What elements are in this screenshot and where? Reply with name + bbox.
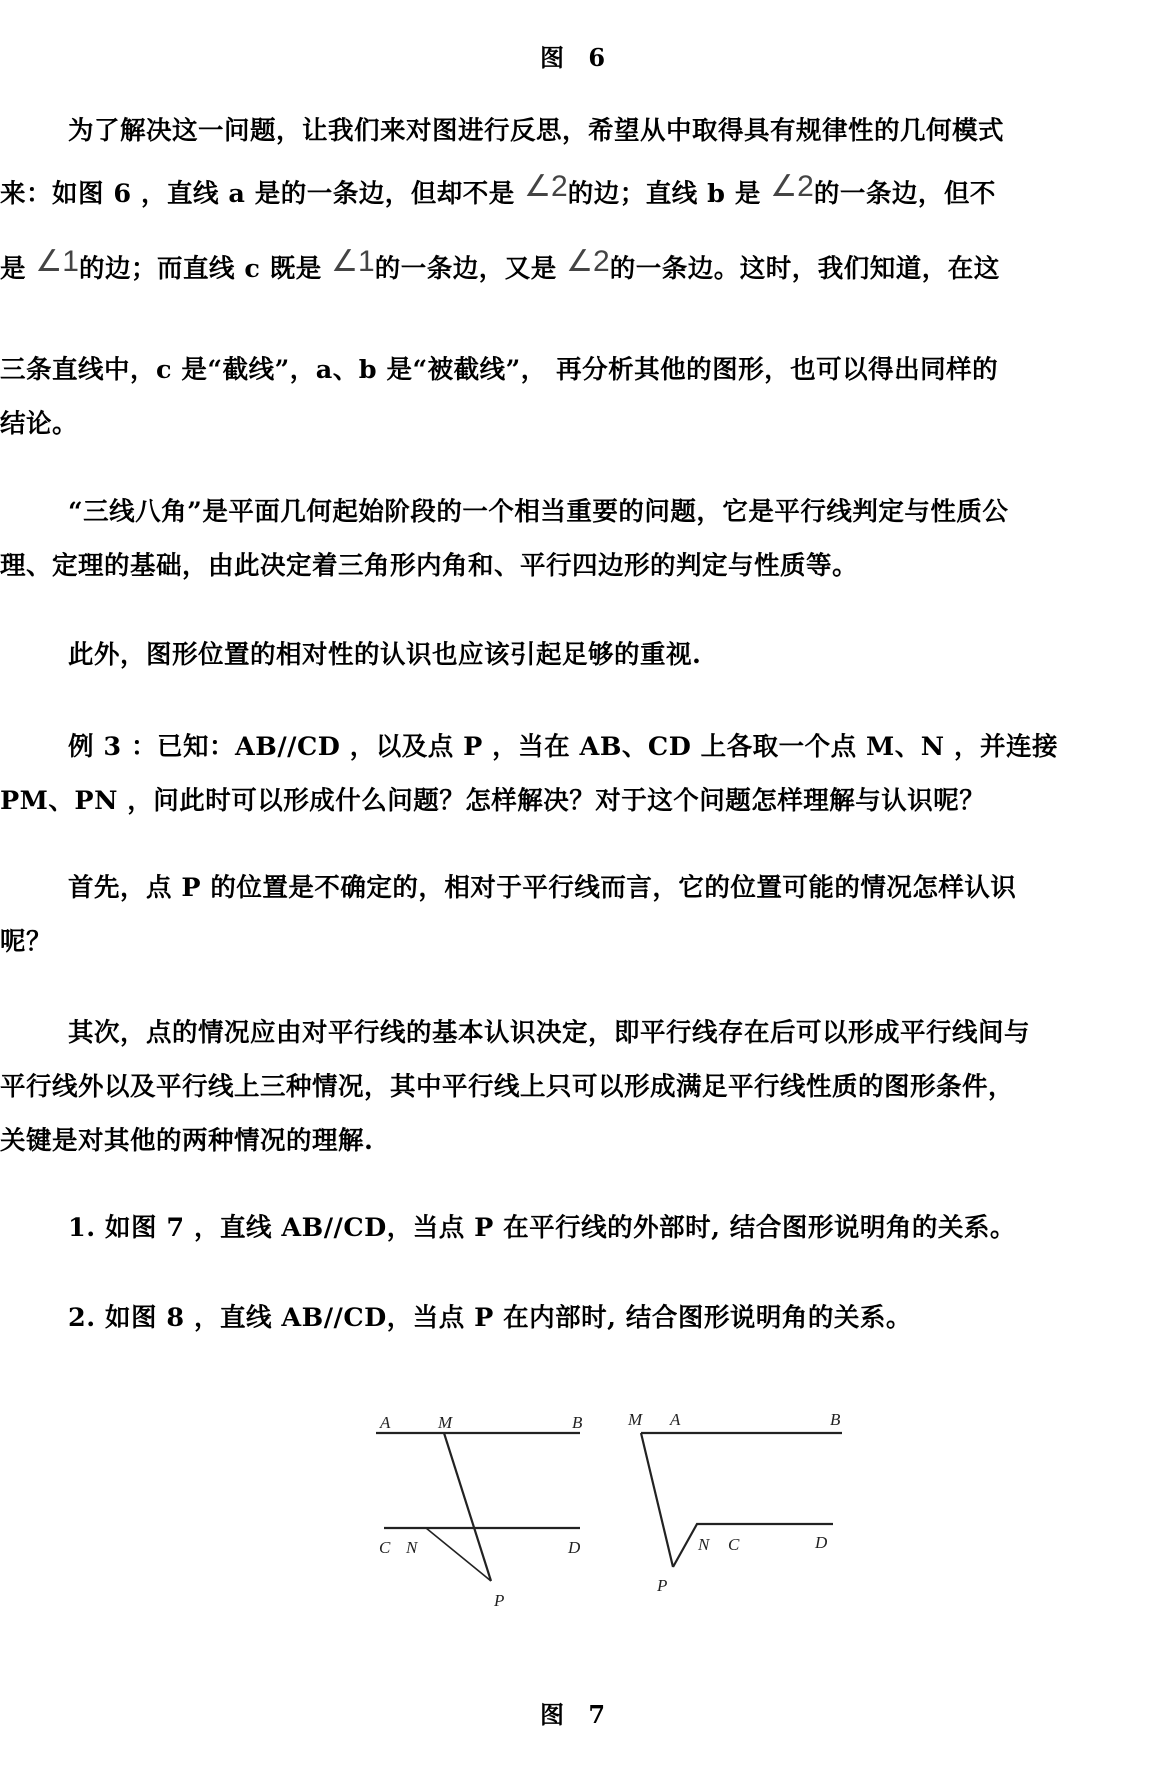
paragraph-2-line-2: 理、定理的基础，由此决定着三角形内角和、平行四边形的判定与性质等。: [0, 551, 859, 581]
segment-mp: [444, 1433, 491, 1581]
paragraph-5-line-2: 呢？: [0, 927, 53, 957]
left-diagram-labels: [379, 1413, 583, 1610]
text-span: 是: [0, 254, 36, 284]
paragraph-8-line-1: 2. 如图 8 ，直线 AB//CD，当点 P 在内部时, 结合图形说明角的关系。: [68, 1303, 912, 1333]
paragraph-4-line-2: PM、PN ，问此时可以形成什么问题？怎样解决？对于这个问题怎样理解与认识呢？: [0, 786, 986, 816]
label-p: P: [657, 1576, 668, 1595]
label-p: P: [494, 1591, 505, 1610]
angle-2-symbol: ∠2: [524, 170, 568, 203]
figure-caption-6: 图 6: [539, 43, 614, 72]
label-a: A: [380, 1413, 391, 1432]
angle-2-symbol: ∠2: [770, 170, 814, 203]
angle-1-symbol: ∠1: [35, 245, 79, 278]
paragraph-1-line-1: 为了解决这一问题，让我们来对图进行反思，希望从中取得具有规律性的几何模式: [68, 116, 1005, 146]
angle-2-symbol: ∠2: [566, 245, 610, 278]
segment-pn-line-cd: [673, 1524, 833, 1567]
right-diagram-labels: [627, 1410, 841, 1595]
text-span: 的一条边。这时，我们知道，在这: [609, 254, 1000, 284]
label-m: M: [628, 1410, 643, 1429]
text-span: 的一条边，但不: [813, 179, 996, 209]
text-span: 的一条边，又是: [374, 254, 567, 284]
text-span: 来：如图 6 ，直线 a 是的一条边，但却不是: [0, 179, 525, 209]
segment-mp: [641, 1433, 673, 1567]
paragraph-5-line-1: 首先，点 P 的位置是不确定的，相对于平行线而言，它的位置可能的情况怎样认识: [68, 873, 1017, 903]
label-c: C: [379, 1538, 391, 1557]
angle-1-symbol: ∠1: [331, 245, 375, 278]
label-d: D: [568, 1538, 581, 1557]
left-diagram: [376, 1433, 580, 1581]
label-n: N: [698, 1535, 710, 1554]
paragraph-6-line-3: 关键是对其他的两种情况的理解.: [0, 1126, 374, 1156]
paragraph-1-line-4: 三条直线中，c 是“截线”，a、b 是“被截线”， 再分析其他的图形，也可以得出同样的: [0, 355, 999, 385]
label-b: B: [830, 1410, 841, 1429]
figure-caption-7: 图 7: [539, 1700, 614, 1729]
text-span: 的边；直线 b 是: [567, 179, 771, 209]
paragraph-3-line-1: 此外，图形位置的相对性的认识也应该引起足够的重视.: [68, 640, 702, 670]
label-b: B: [572, 1413, 583, 1432]
label-d: D: [815, 1533, 828, 1552]
text-span: 的边；而直线 c 既是: [78, 254, 332, 284]
paragraph-2-line-1: “三线八角”是平面几何起始阶段的一个相当重要的问题，它是平行线判定与性质公: [68, 497, 1009, 527]
label-n: N: [406, 1538, 418, 1557]
label-a: A: [670, 1410, 681, 1429]
right-diagram: [641, 1433, 842, 1567]
paragraph-4-line-1: 例 3 ：已知：AB//CD ，以及点 P ，当在 AB、CD 上各取一个点 M、N ，并连接: [68, 732, 1058, 762]
label-m: M: [438, 1413, 453, 1432]
label-c: C: [728, 1535, 740, 1554]
paragraph-6-line-2: 平行线外以及平行线上三种情况，其中平行线上只可以形成满足平行线性质的图形条件，: [0, 1072, 1015, 1102]
segment-np: [426, 1528, 491, 1581]
paragraph-1-line-5: 结论。: [0, 409, 79, 439]
paragraph-7-line-1: 1. 如图 7 ，直线 AB//CD，当点 P 在平行线的外部时, 结合图形说明角的关系。: [68, 1213, 1016, 1243]
paragraph-6-line-1: 其次，点的情况应由对平行线的基本认识决定，即平行线存在后可以形成平行线间与: [68, 1018, 1031, 1048]
